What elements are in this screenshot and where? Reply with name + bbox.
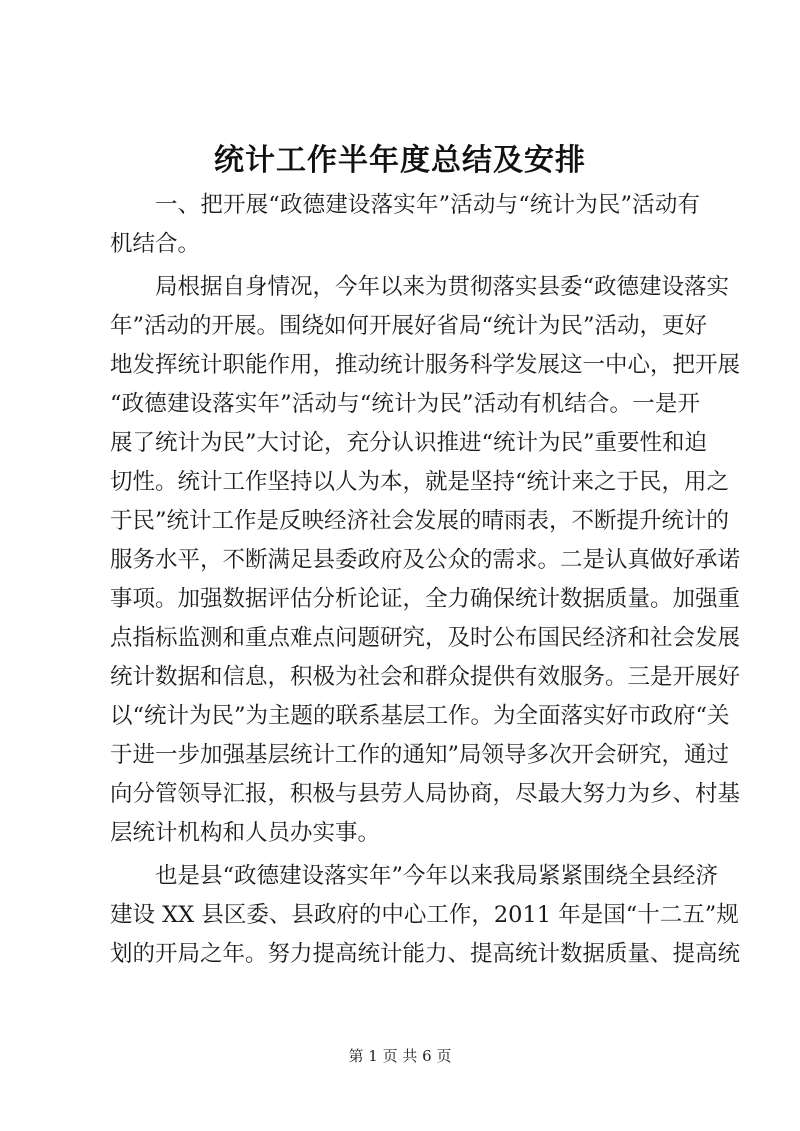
paragraph-2-line-6: 切性。统计工作坚持以人为本，就是坚持“统计来之于民，用之 (110, 469, 730, 495)
paragraph-2-line-8: 服务水平，不断满足县委政府及公众的需求。二是认真做好承诺 (110, 547, 741, 573)
paragraph-2-line-5: 展了统计为民”大讨论，充分认识推进“统计为民”重要性和迫 (110, 430, 708, 456)
paragraph-1-line-2: 机结合。 (110, 231, 201, 257)
paragraph-2-line-14: 向分管领导汇报，积极与县劳人局协商，尽最大努力为乡、村基 (110, 781, 741, 807)
document-title: 统计工作半年度总结及安排 (214, 143, 586, 178)
paragraph-2-line-4: “政德建设落实年”活动与“统计为民”活动有机结合。一是开 (110, 391, 700, 417)
paragraph-2-line-9: 事项。加强数据评估分析论证，全力确保统计数据质量。加强重 (110, 586, 741, 612)
paragraph-2-line-2: 年”活动的开展。围绕如何开展好省局“统计为民”活动，更好 (110, 313, 708, 339)
paragraph-2-line-10: 点指标监测和重点难点问题研究，及时公布国民经济和社会发展 (110, 625, 741, 651)
paragraph-3-line-1: 也是县“政德建设落实年”今年以来我局紧紧围绕全县经济 (155, 863, 719, 889)
paragraph-2-line-15: 层统计机构和人员办实事。 (110, 820, 381, 846)
paragraph-3-line-3: 划的开局之年。努力提高统计能力、提高统计数据质量、提高统 (110, 941, 741, 967)
paragraph-2-line-3: 地发挥统计职能作用，推动统计服务科学发展这一中心，把开展 (110, 352, 741, 378)
paragraph-1-line-1: 一、把开展“政德建设落实年”活动与“统计为民”活动有 (155, 192, 700, 218)
paragraph-2-line-1: 局根据自身情况，今年以来为贯彻落实县委“政德建设落实 (155, 274, 730, 300)
paragraph-2-line-13: 于进一步加强基层统计工作的通知”局领导多次开会研究，通过 (110, 742, 730, 768)
page-number: 第 1 页 共 6 页 (348, 1047, 452, 1065)
paragraph-2-line-7: 于民”统计工作是反映经济社会发展的晴雨表，不断提升统计的 (110, 508, 730, 534)
paragraph-2-line-12: 以“统计为民”为主题的联系基层工作。为全面落实好市政府“关 (110, 703, 730, 729)
paragraph-2-line-11: 统计数据和信息，积极为社会和群众提供有效服务。三是开展好 (110, 664, 741, 690)
paragraph-3-line-2: 建设 XX 县区委、县政府的中心工作，2011 年是国“十二五”规 (110, 902, 739, 928)
